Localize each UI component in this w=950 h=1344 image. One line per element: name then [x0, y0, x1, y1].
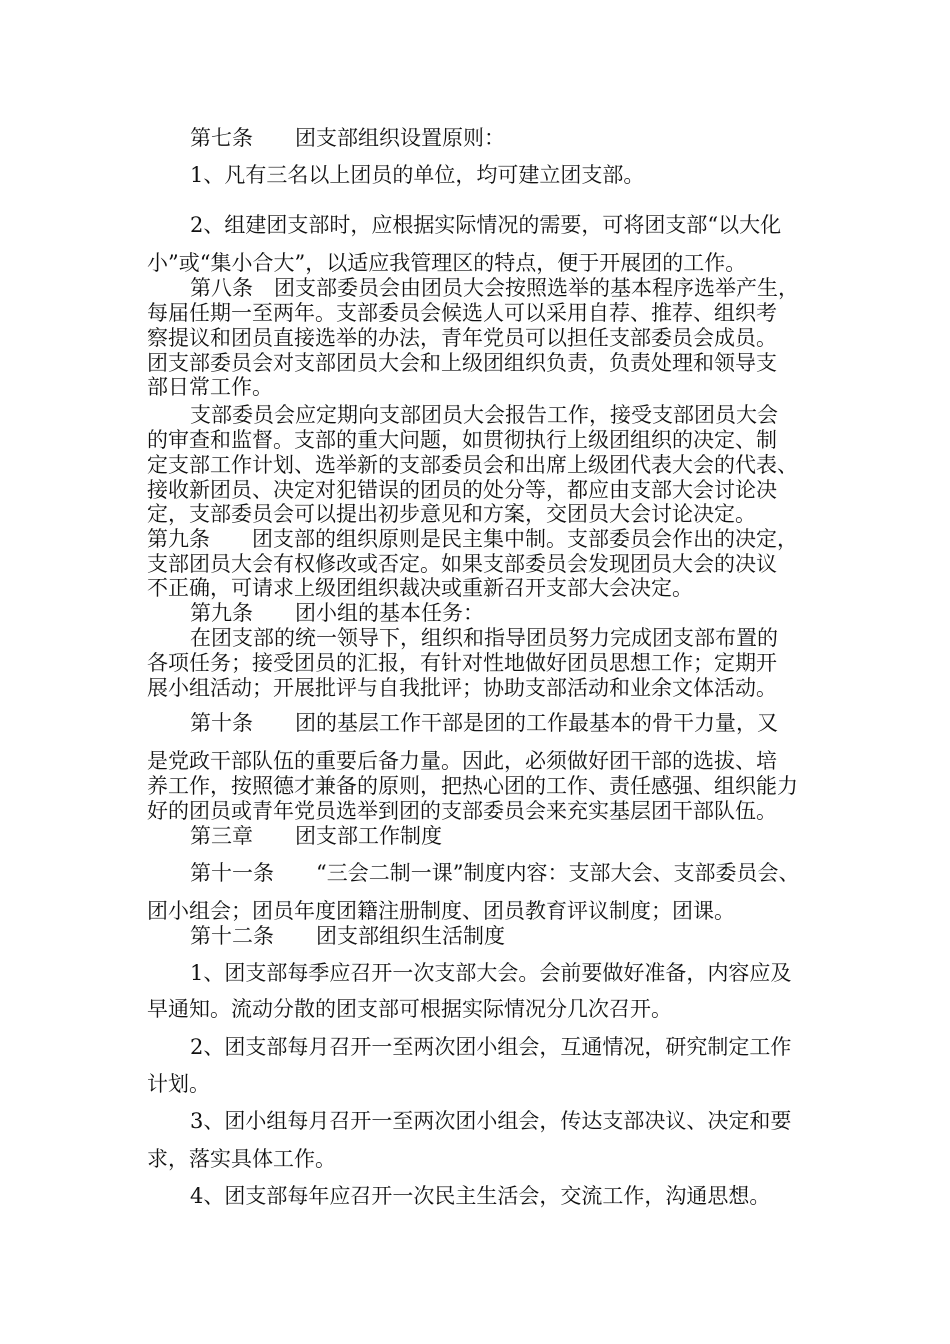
- text-line: 1、凡有三名以上团员的单位，均可建立团支部。: [190, 163, 645, 187]
- text-line: 早通知。流动分散的团支部可根据实际情况分几次召开。: [147, 997, 672, 1021]
- text-line: 第七条 团支部组织设置原则：: [190, 126, 505, 150]
- text-line: 察提议和团员直接选举的办法，青年党员可以担任支部委员会成员。: [147, 326, 777, 350]
- text-line: 第十条 团的基层工作干部是团的工作最基本的骨干力量，又: [190, 711, 778, 735]
- text-line: 第九条 团小组的基本任务：: [190, 601, 484, 625]
- text-line: 第八条 团支部委员会由团员大会按照选举的基本程序选举产生，: [190, 276, 799, 300]
- text-line: 求，落实具体工作。: [147, 1147, 336, 1171]
- text-line: 好的团员或青年党员选举到团的支部委员会来充实基层团干部队伍。: [147, 799, 777, 823]
- text-line: 部日常工作。: [147, 375, 273, 399]
- text-line: 养工作，按照德才兼备的原则，把热心团的工作、责任感强、组织能力: [147, 774, 798, 798]
- text-line: 第三章 团支部工作制度: [190, 824, 442, 848]
- text-line: 在团支部的统一领导下，组织和指导团员努力完成团支部布置的: [190, 626, 778, 650]
- text-line: 第九条 团支部的组织原则是民主集中制。支部委员会作出的决定，: [147, 527, 798, 551]
- text-line: 的审查和监督。支部的重大问题，如贯彻执行上级团组织的决定、制: [147, 428, 777, 452]
- text-line: 各项任务；接受团员的汇报，有针对性地做好团员思想工作；定期开: [147, 651, 777, 675]
- text-line: 是党政干部队伍的重要后备力量。因此，必须做好团干部的选拔、培: [147, 749, 777, 773]
- text-line: 接收新团员、决定对犯错误的团员的处分等，都应由支部大会讨论决: [147, 478, 777, 502]
- text-line: 定，支部委员会可以提出初步意见和方案，交团员大会讨论决定。: [147, 502, 756, 526]
- text-line: 2、团支部每月召开一至两次团小组会，互通情况，研究制定工作: [190, 1035, 792, 1059]
- text-line: 支部团员大会有权修改或否定。如果支部委员会发现团员大会的决议: [147, 552, 777, 576]
- text-line: 团小组会；团员年度团籍注册制度、团员教育评议制度；团课。: [147, 899, 735, 923]
- text-line: 展小组活动；开展批评与自我批评；协助支部活动和业余文体活动。: [147, 676, 777, 700]
- text-line: 计划。: [147, 1072, 210, 1096]
- text-line: 3、团小组每月召开一至两次团小组会，传达支部决议、决定和要: [190, 1109, 792, 1133]
- text-line: 第十二条 团支部组织生活制度: [190, 924, 505, 948]
- text-line: 4、团支部每年应召开一次民主生活会，交流工作，沟通思想。: [190, 1184, 771, 1208]
- text-line: 不正确，可请求上级团组织裁决或重新召开支部大会决定。: [147, 576, 693, 600]
- text-line: 第十一条 “三会二制一课”制度内容：支部大会、支部委员会、: [190, 861, 800, 885]
- text-line: 支部委员会应定期向支部团员大会报告工作，接受支部团员大会: [190, 403, 778, 427]
- text-line: 定支部工作计划、选举新的支部委员会和出席上级团代表大会的代表、: [147, 453, 798, 477]
- text-line: 每届任期一至两年。支部委员会候选人可以采用自荐、推荐、组织考: [147, 301, 777, 325]
- text-line: 1、团支部每季应召开一次支部大会。会前要做好准备，内容应及: [190, 961, 792, 985]
- text-line: 小”或“集小合大”，以适应我管理区的特点，便于开展团的工作。: [147, 251, 747, 275]
- text-line: 团支部委员会对支部团员大会和上级团组织负责，负责处理和领导支: [147, 351, 777, 375]
- text-line: 2、组建团支部时，应根据实际情况的需要，可将团支部“以大化: [190, 213, 782, 237]
